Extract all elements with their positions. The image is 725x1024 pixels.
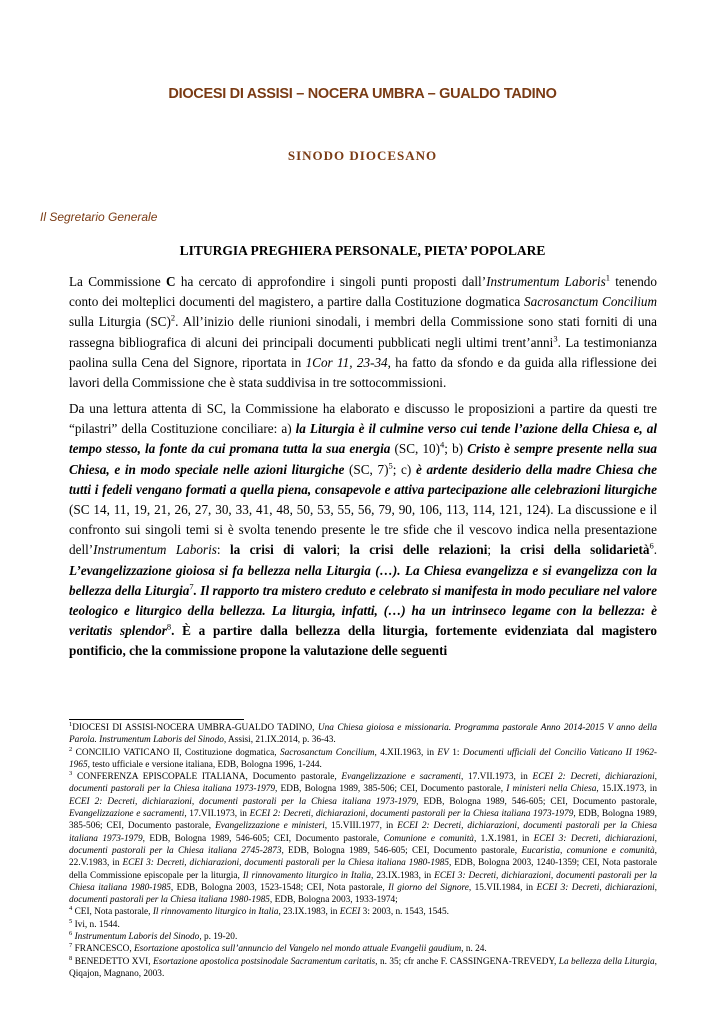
footnote-ref-5[interactable]: 5 [388, 460, 393, 471]
footnote-ref-6[interactable]: 6 [649, 541, 654, 552]
diocese-heading: DIOCESI DI ASSISI – NOCERA UMBRA – GUALDO TADINO [168, 86, 557, 102]
footnote-ref-4[interactable]: 4 [440, 440, 445, 451]
footnote-ref-2[interactable]: 2 [170, 313, 176, 324]
paragraph-intro: La Commissione C ha cercato di approfondire i singoli punti proposti dall’Instrumentum Laboris$^1$ tenendo conto dei molteplici documenti del magistero, a partire dalla Costituzione dogmatica Sacrosanctum Concilium sulla Liturgia (SC)$^2$. All’inizio delle riunioni sinodali, i membri della Commissione sono stati forniti di una rassegna bibliografica di alcuni dei principali documenti pubblicati negli ultimi trent’anni$^3$. La testimonianza paolina sulla Cena del Signore, riportata in 1Cor 11, 23-34, ha fatto da sfondo e da guida alla riflessione dei lavori della Commissione che è stata suddivisa in tre sottocommissioni. [69, 272, 658, 391]
synod-heading: SINODO DIOCESANO [287, 148, 438, 163]
footnote-8: $^8$ BENEDETTO XVI, Esortazione apostolica postsinodale Sacramentum caritatis, n. 35; cfr anche F. CASSINGENA-TREVEDY, La bellezza della Liturgia, Qiqajon, Magnano, 2003. [69, 954, 657, 979]
document-title: LITURGIA PREGHIERA PERSONALE, PIETA’ POPOLARE [179, 243, 546, 258]
footnotes [69, 722, 657, 980]
footnote-4: $^4$ CEI, Nota pastorale, Il rinnovamento liturgico in Italia, 23.IX.1983, in ECEI 3: 2003, n. 1543, 1545. [69, 905, 449, 918]
footnote-3: $^3$ CONFERENZA EPISCOPALE ITALIANA, Documento pastorale, Evangelizzazione e sacramenti, 17.VII.1973, in ECEI 2: Decreti, dichiarazioni, documenti pastorali per la Chiesa italiana 1973-1979, EDB, Bologna 1989, 385-506; CEI, Documento pastorale, I ministeri nella Chiesa, 15.IX.1973, in ECEI 2: Decreti, dichiarazioni, documenti pastorali per la Chiesa italiana 1973-1979, EDB, Bologna 1989, 546-605; CEI, Documento pastorale, Evangelizzazione e sacramenti, 17.VII.1973, in ECEI 2: Decreti, dichiarazioni, documenti pastorali per la Chiesa italiana 1973-1979, EDB, Bologna 1989, 385-506; CEI, Documento pastorale, Evangelizzazione e ministeri, 15.VIII.1977, in ECEI 2: Decreti, dichiarazioni, documenti pastorali per la Chiesa italiana 1973-1979, EDB, Bologna 1989, 546-605; CEI, Documento pastorale, Comunione e comunità, 1.X.1981, in ECEI 3: Decreti, dichiarazioni, documenti pastorali per la Chiesa italiana 2745-2873, EDB, Bologna 1989, 546-605; CEI, Documento pastorale, Eucaristia, comunione e comunità, 22.V.1983, in ECEI 3: Decreti, dichiarazioni, documenti pastorali per la Chiesa italiana 1980-1985, EDB, Bologna 2003, 1240-1359; CEI, Nota pastorale della Commissione episcopale per la liturgia, Il rinnovamento liturgico in Italia, 23.IX.1983, in ECEI 3: Decreti, dichiarazioni, documenti pastorali per la Chiesa italiana 1980-1985, EDB, Bologna 2003, 1523-1548; CEI, Nota pastorale, Il giorno del Signore, 15.VII.1984, in ECEI 3: Decreti, dichiarazioni, documenti pastorali per la Chiesa italiana 1980-1985, EDB, Bologna 2003, 1933-1974; [69, 770, 658, 906]
footnote-7: $^7$ FRANCESCO, Esortazione apostolica sull’annuncio del Vangelo nel mondo attuale Evangelii gaudium, n. 24. [69, 942, 487, 955]
footnote-ref-8[interactable]: 8 [166, 621, 172, 632]
secretary-label: Il Segretario Generale [40, 210, 158, 224]
footnote-ref-7[interactable]: 7 [189, 581, 194, 592]
footnote-separator [69, 719, 244, 720]
paragraph-pillars: Da una lettura attenta di SC, la Commissione ha elaborato e discusso le proposizioni a partire da questi tre “pilastri” della Costituzione conciliare: a) la Liturgia è il culmine verso cui tende l’azione della Chiesa e, al tempo stesso, la fonte da cui promana tutta la sua energia (SC, 10)$^4$; b) Cristo è sempre presente nella sua Chiesa, e in modo speciale nelle azioni liturgiche (SC, 7)$^5$; c) è ardente desiderio della madre Chiesa che tutti i fedeli vengano formati a quella piena, consapevole e attiva partecipazione alle celebrazioni liturgiche (SC 14, 11, 19, 21, 26, 27, 30, 33, 41, 48, 50, 53, 55, 56, 79, 90, 106, 113, 114, 121, 124). La discussione e il confronto sui singoli temi si è svolta tenendo presente le tre sfide che il vescovo indica nella presentazione dell’Instrumentum Laboris: la crisi di valori; la crisi delle relazioni; la crisi della solidarietà$^6$. L’evangelizzazione gioiosa si fa bellezza nella Liturgia (…). La Chiesa evangelizza e si evangelizza con la bellezza della Liturgia$^7$. Il rapporto tra mistero creduto e celebrato si manifesta in modo peculiare nel valore teologico e liturgico della bellezza. La liturgia, infatti, (…) ha un intrinseco legame con la bellezza: è veritatis splendor$^8$. È a partire dalla bellezza della liturgia, fortemente evidenziata dal magistero pontificio, che la commissione propone la valutazione delle seguenti [69, 401, 658, 659]
footnote-1: $^1$DIOCESI DI ASSISI-NOCERA UMBRA-GUALDO TADINO, Una Chiesa gioiosa e missionaria. Programma pastorale Anno 2014-2015 V anno della Parola. Instrumentum Laboris del Sinodo, Assisi, 21.IX.2014, p. 36-43. [69, 720, 657, 746]
footnote-ref-1[interactable]: 1 [605, 272, 610, 283]
footnote-5: $^5$ Ivi, n. 1544. [69, 917, 120, 930]
footnote-ref-3[interactable]: 3 [553, 333, 558, 344]
footnote-6: $^6$ Instrumentum Laboris del Sinodo, p. 19-20. [69, 929, 238, 943]
footnote-2: $^2$ CONCILIO VATICANO II, Costituzione dogmatica, Sacrosanctum Concilium, 4.XII.1963, in EV 1: Documenti ufficiali del Concilio Vaticano II 1962-1965, testo ufficiale e versione italiana, EDB, Bologna 1996, 1-244. [69, 745, 657, 770]
